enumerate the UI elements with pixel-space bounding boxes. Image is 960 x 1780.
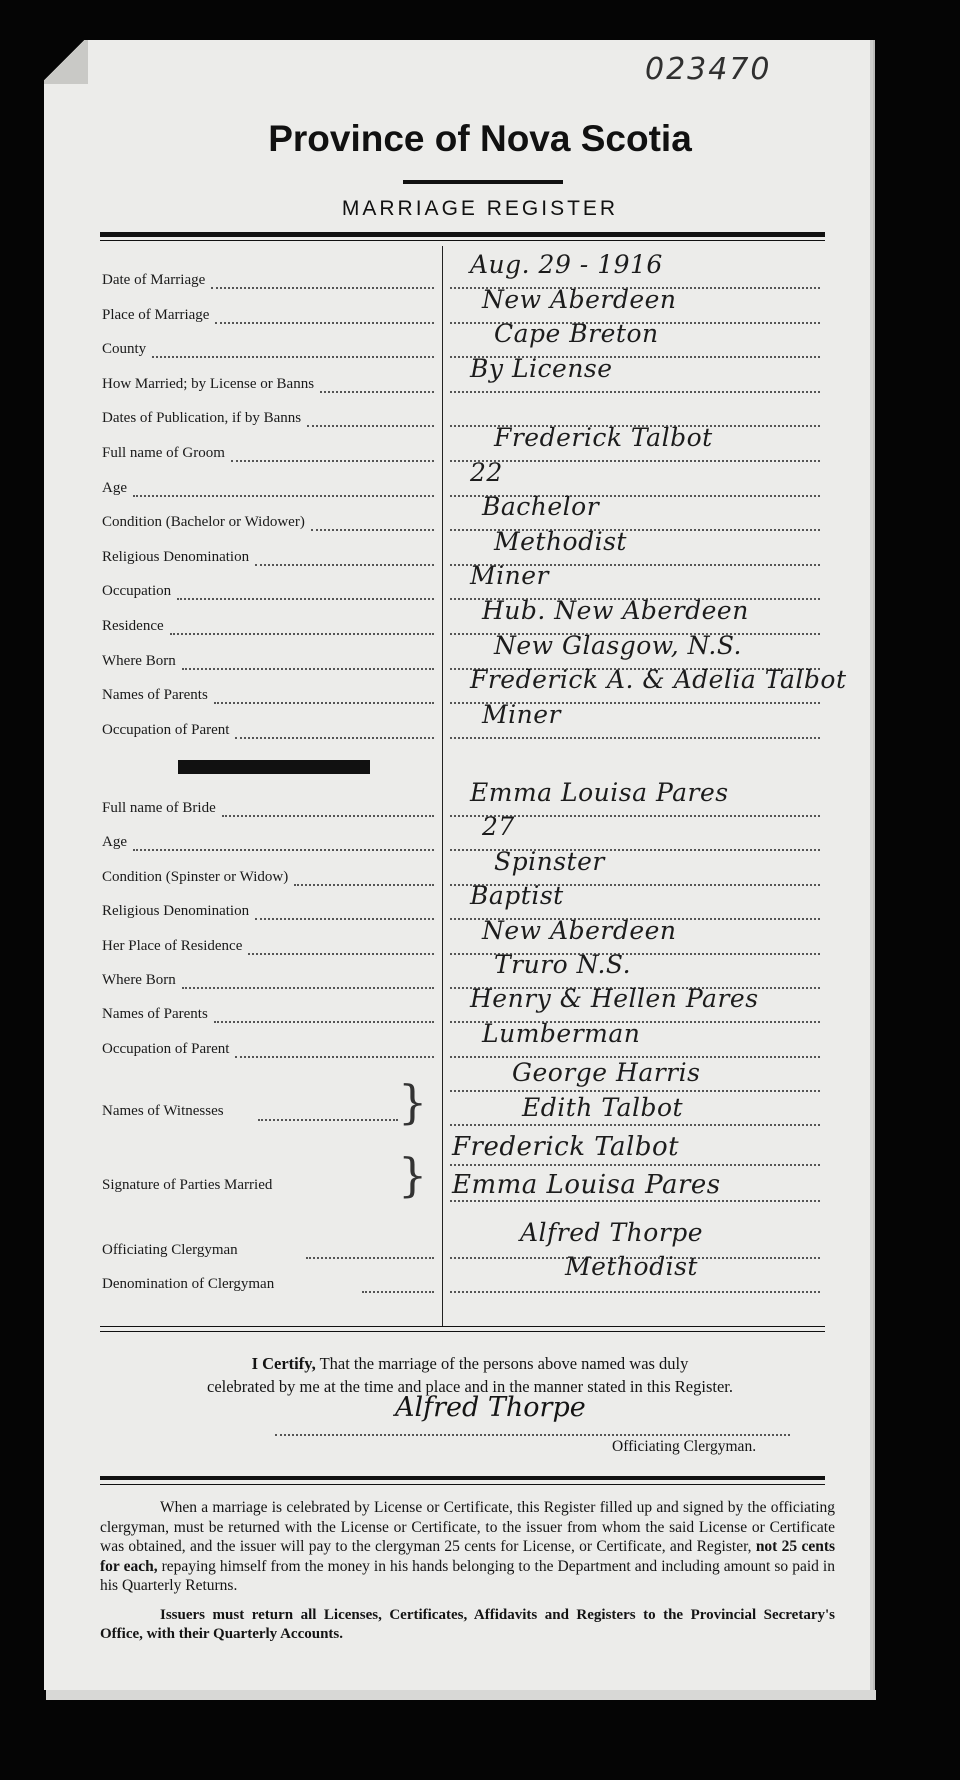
field-label: Condition (Spinster or Widow) xyxy=(102,868,289,885)
notice-rule-thin xyxy=(100,1484,825,1485)
field-value: 27 xyxy=(482,812,515,842)
field-label: Place of Marriage xyxy=(102,306,210,323)
signature-line-2 xyxy=(450,1200,820,1202)
field-value: Frederick A. & Adelia Talbot xyxy=(470,665,847,695)
field-leader xyxy=(248,953,434,955)
field-leader xyxy=(222,815,434,817)
field-leader xyxy=(133,495,434,497)
signature-bride: Emma Louisa Pares xyxy=(452,1170,721,1200)
field-label: Religious Denomination xyxy=(102,903,250,920)
field-label: County xyxy=(102,341,147,358)
field-value: Hub. New Aberdeen xyxy=(482,596,749,625)
certify-lead: I Certify, xyxy=(251,1354,316,1373)
field-label: Where Born xyxy=(102,972,176,988)
signatures-brace: } xyxy=(398,1148,428,1202)
field-leader xyxy=(177,598,434,600)
notice-paragraph xyxy=(100,1498,835,1596)
field-leader xyxy=(182,668,434,670)
header-rule-thin xyxy=(100,240,825,241)
cert-rule-1 xyxy=(100,1326,825,1327)
clergy-denom-label: Denomination of Clergyman xyxy=(102,1276,275,1292)
field-leader xyxy=(255,918,434,920)
field-value: New Aberdeen xyxy=(482,284,677,314)
field-value: Methodist xyxy=(494,526,627,556)
issuers-note: Issuers must return all Licenses, Certificates, Affidavits and Registers to the Provincial Secretary's Office, with their Quarterly Accounts. xyxy=(100,1606,835,1642)
field-label: Occupation of Parent xyxy=(102,1040,230,1057)
witnesses-brace: } xyxy=(398,1075,428,1129)
field-label: Full name of Bride xyxy=(102,800,216,816)
clergy-label: Officiating Clergyman xyxy=(102,1242,238,1258)
notice-text-end: repaying himself from the money in his hands belonging to the Department and including amount so paid in his Quarterly Returns. xyxy=(100,1557,835,1594)
field-leader xyxy=(307,425,434,427)
certify-role: Officiating Clergyman. xyxy=(612,1438,757,1455)
field-value: Miner xyxy=(482,699,561,729)
clergy-denom-value: Methodist xyxy=(565,1252,698,1281)
serial-number: 023470 xyxy=(645,52,772,87)
certify-line-2: celebrated by me at the time and place and in the manner stated in this Register. xyxy=(207,1377,733,1396)
notice-rule-thick xyxy=(100,1476,825,1480)
page-title: Province of Nova Scotia xyxy=(268,118,692,159)
field-leader xyxy=(255,564,434,566)
field-label: Date of Marriage xyxy=(102,272,206,288)
field-label: Names of Parents xyxy=(102,687,208,704)
field-value: Cape Breton xyxy=(494,319,659,349)
field-value: Spinster xyxy=(494,846,605,876)
notice xyxy=(100,1498,835,1645)
notice-text-start: When a marriage is celebrated by License or Certificate, this Register filled up and signed by the officiating clergyman, must be returned with the License or Certificate, to the issuer from whom the said License or Certificate was obtained, and the issuer will pay to the clergyman 25 cents for License, or Certificate, and Register, xyxy=(100,1499,835,1555)
field-value: New Glasgow, N.S. xyxy=(494,630,743,660)
field-leader xyxy=(235,1056,434,1058)
certify-line-1 xyxy=(100,1352,840,1375)
witnesses-leader xyxy=(258,1119,398,1121)
field-label: Residence xyxy=(102,618,164,634)
field-value: Truro N.S. xyxy=(494,950,632,979)
field-leader xyxy=(214,702,434,704)
field-label: Her Place of Residence xyxy=(102,937,243,954)
field-leader xyxy=(311,529,434,531)
field-leader xyxy=(215,322,434,324)
certify-signature-line xyxy=(275,1434,790,1436)
field-value: Lumberman xyxy=(482,1018,641,1048)
field-label: Full name of Groom xyxy=(102,445,225,461)
notice-text-bold: not 25 cents for each, xyxy=(100,1538,836,1575)
witness-2: Edith Talbot xyxy=(522,1093,684,1122)
value-line xyxy=(450,460,820,462)
folded-corner xyxy=(44,40,88,84)
field-value: Frederick Talbot xyxy=(494,423,713,452)
clergy-value: Alfred Thorpe xyxy=(520,1218,704,1247)
header-rule-thick xyxy=(100,232,825,237)
field-label: Condition (Bachelor or Widower) xyxy=(102,514,305,531)
field-label: Age xyxy=(102,479,127,496)
field-label: Where Born xyxy=(102,652,176,669)
field-value: Bachelor xyxy=(482,492,600,522)
field-leader xyxy=(182,987,434,989)
field-label: How Married; by License or Banns xyxy=(102,375,315,392)
field-value: By License xyxy=(470,353,613,383)
clergy-denom-leader xyxy=(362,1291,434,1293)
field-leader xyxy=(231,460,434,462)
field-label: Occupation xyxy=(102,583,172,600)
field-label: Age xyxy=(102,834,127,851)
column-divider xyxy=(442,246,443,1326)
field-value: Miner xyxy=(470,561,549,591)
field-leader xyxy=(294,884,434,886)
field-leader xyxy=(152,356,434,358)
page-subtitle: MARRIAGE REGISTER xyxy=(341,197,619,220)
field-leader xyxy=(235,737,434,739)
section-divider-bar xyxy=(178,760,370,774)
signatures-label: Signature of Parties Married xyxy=(102,1177,273,1193)
certify-signature: Alfred Thorpe xyxy=(395,1392,586,1423)
value-line xyxy=(450,391,820,393)
field-leader xyxy=(320,391,434,393)
witnesses-label: Names of Witnesses xyxy=(102,1103,224,1119)
field-label: Dates of Publication, if by Banns xyxy=(102,410,302,427)
value-line xyxy=(450,737,820,739)
field-value: Aug. 29 - 1916 xyxy=(470,250,663,279)
witness-1: George Harris xyxy=(512,1058,701,1087)
paper-edge xyxy=(46,1690,876,1700)
field-value: Emma Louisa Pares xyxy=(470,778,729,807)
clergy-denom-line xyxy=(450,1291,820,1293)
field-leader xyxy=(211,287,434,289)
cert-rule-2 xyxy=(100,1331,825,1332)
field-value: Baptist xyxy=(470,881,564,911)
field-value: New Aberdeen xyxy=(482,915,677,945)
field-label: Names of Parents xyxy=(102,1006,208,1023)
field-leader xyxy=(170,633,434,635)
witness-line-2 xyxy=(450,1124,820,1126)
certify-text-1: That the marriage of the persons above named was duly xyxy=(319,1354,689,1373)
field-value: 22 xyxy=(470,457,503,487)
field-label: Religious Denomination xyxy=(102,548,250,565)
signature-groom: Frederick Talbot xyxy=(452,1132,680,1162)
clergy-leader xyxy=(306,1257,434,1259)
title-rule xyxy=(403,180,563,184)
witness-line-1 xyxy=(450,1090,820,1092)
field-leader xyxy=(133,849,434,851)
signature-line-1 xyxy=(450,1164,820,1166)
field-leader xyxy=(214,1021,434,1023)
field-label: Occupation of Parent xyxy=(102,721,230,738)
field-value: Henry & Hellen Pares xyxy=(470,984,759,1014)
